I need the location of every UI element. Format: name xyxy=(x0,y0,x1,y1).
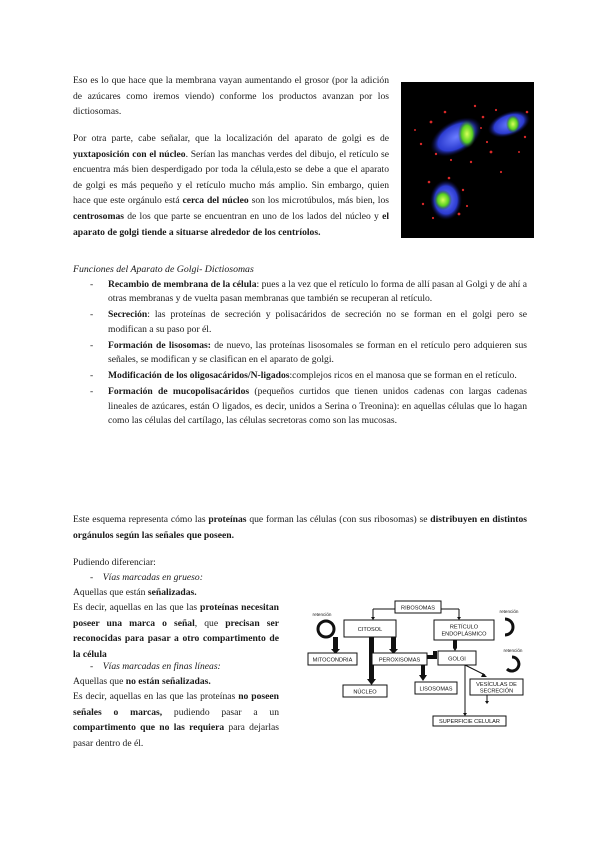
thick-routes-label xyxy=(90,570,203,585)
list-item: - Formación de mucopolisacáridos (pequeños curtidos que tienen unidos cadenas con largas cadenas lineales de azúcares, están O ligados, es decir, unidos a Serina o Treonina): en aquellas células que lo hagan como las células del cartílago, las células secretoras como son las mucosas. xyxy=(90,386,528,427)
node-nucleo: NÚCLEO xyxy=(353,689,377,696)
italic-label: Vías marcadas en finas líneas: xyxy=(102,661,221,672)
list-item-text: : pues a la vez que el retículo lo forma de allí pasan al Golgi y de ahí a otras membranas y de vuelta pasan membranas que también se recuperan al retículo. xyxy=(108,279,528,305)
text-run: pudiendo pasar a un xyxy=(162,706,279,718)
node-mitocondria: MITOCONDRIA xyxy=(312,657,353,664)
text-run: de los que parte se encuentran en uno de los lados del núcleo y xyxy=(123,210,383,222)
dash: - xyxy=(90,661,94,672)
functions-list xyxy=(90,278,527,430)
intro-paragraph-2 xyxy=(73,131,389,240)
thin-routes-label xyxy=(90,659,221,674)
list-item-title: Modificación de los oligosacáridos/N-ligados xyxy=(108,370,290,382)
thick-routes-line xyxy=(73,585,283,601)
node-reticulo-endoplasmico: ENDOPLÁSMICO xyxy=(441,631,487,638)
node-lisosomas: LISOSOMAS xyxy=(419,686,453,693)
list-item-title: Formación de mucopolisacáridos xyxy=(108,386,250,398)
retention-label-left: retención xyxy=(312,612,332,617)
list-item: - Recambio de membrana de la célula: pues a la vez que el retículo lo forma de allí pasan al Golgi y de ahí a otras membranas y de vuelta pasan membranas que también se recuperan al retículo. xyxy=(90,279,528,305)
node-superficie-celular: SUPERFICIE CELULAR xyxy=(439,719,500,725)
text-run: Aquellas que xyxy=(73,676,126,687)
text-bold: cerca del núcleo xyxy=(182,195,249,207)
thin-routes-description xyxy=(73,689,279,751)
thin-routes-line xyxy=(73,674,283,690)
list-item-text: :complejos ricos en el manosa que se forman en el retículo. xyxy=(289,370,517,382)
text-run: Es decir, aquellas en las que las xyxy=(73,602,201,613)
list-item-text: de nuevo, las proteínas lisosomales se forman en el retículo pero adquieren sus señales, se modifican y se clasifican en el aparato de golgi. xyxy=(108,339,528,366)
intro-paragraph-1: Eso es lo que hace que la membrana vayan aumentando el grosor (por la adición de azúcares como iremos viendo) conforme los productos avanzan por los dictiosomas. xyxy=(73,75,389,118)
list-item: - Secreción: las proteínas de secreción y polisacáridos de secreción no se forman en el golgi pero se modifican a su paso por él. xyxy=(90,309,527,335)
text-bold: no poseen señales o marcas, xyxy=(73,691,280,718)
scheme-paragraph xyxy=(73,512,527,543)
text-bold: precisan ser reconocidas para pasar a otro compartimento de la célula xyxy=(73,617,280,660)
text-run: , que xyxy=(194,617,226,629)
italic-label: Vías marcadas en grueso: xyxy=(102,572,203,583)
text-run: para dejarlas pasar dentro de él. xyxy=(73,722,279,749)
text-run: Aquellas que están xyxy=(73,587,148,598)
node-vesiculas-secrecion: SECRECIÓN xyxy=(479,688,514,695)
list-item: - Formación de lisosomas: de nuevo, las proteínas lisosomales se forman en el retículo pero adquieren sus señales, se modifican y se clasifican en el aparato de golgi. xyxy=(90,339,528,366)
retention-label-er: retención xyxy=(499,609,519,614)
text-run: son los microtúbulos, más bien, los xyxy=(248,195,389,207)
text-run: que forman las células (con sus ribosomas) se xyxy=(246,514,431,525)
node-vesiculas: VESÍCULAS DE xyxy=(476,682,517,688)
thick-routes-description xyxy=(73,600,279,662)
node-ribosomas: RIBOSOMAS xyxy=(401,605,435,612)
node-citosol: CITOSOL xyxy=(357,627,383,633)
list-item-title: Formación de lisosomas: xyxy=(108,339,211,351)
text-run: Este esquema representa cómo las xyxy=(73,514,209,525)
text-bold: el aparato de golgi tiende a situarse alrededor de los centríolos. xyxy=(73,210,389,238)
retention-label-golgi: retención xyxy=(503,648,523,653)
protein-sorting-diagram xyxy=(307,597,531,727)
list-item-title: Secreción xyxy=(108,309,148,321)
text-run: Es decir, aquellas en las que las proteínas xyxy=(73,691,239,702)
text-bold: proteínas xyxy=(208,514,247,525)
node-golgi: GOLGI xyxy=(448,656,466,663)
text-bold: compartimento que no las requiera xyxy=(73,722,225,734)
functions-heading: Funciones del Aparato de Golgi- Dictiosomas xyxy=(73,264,254,275)
list-item-text: : las proteínas de secreción y polisacáridos de secreción no se forman en el golgi pero se modifican a su paso por él. xyxy=(108,309,527,335)
differentiate-line: Pudiendo diferenciar: xyxy=(73,557,156,568)
text-bold: proteínas necesitan poseer una marca o señal xyxy=(73,602,279,629)
text-bold: señalizadas. xyxy=(147,587,197,598)
text-bold: distribuyen en distintos orgánulos según las señales que poseen. xyxy=(73,514,528,541)
text-run: . Serían las manchas verdes del dibujo, el retículo se encuentra más bien desperdigado por toda la célula,esto se debe a que el aparato de golgi es más pequeño y el retículo mucho más amplio. Sin embargo, quien hace que este orgánulo está xyxy=(73,148,390,207)
list-item-title: Recambio de membrana de la célula xyxy=(108,279,257,290)
node-reticulo: RETÍCULO xyxy=(449,624,479,631)
text-bold: no están señalizadas. xyxy=(125,676,211,687)
list-item: - Modificación de los oligosacáridos/N-ligados:complejos ricos en el manosa que se forman en el retículo. xyxy=(90,370,517,382)
node-peroxisomas: PEROXISOMAS xyxy=(378,657,421,664)
golgi-fluorescence-micrograph xyxy=(401,82,534,238)
text-run: Por otra parte, cabe señalar, que la localización del aparato de golgi es de xyxy=(73,133,389,144)
text-bold: yuxtaposición con el núcleo xyxy=(73,148,186,160)
list-item-text: (pequeños curtidos que tienen unidos cadenas con largas cadenas lineales de azúcares, están O ligados, es decir, unidos a Serina o Treonina): en aquellas células que lo hagan como las células del cartílago, las células secretoras como son las mucosas. xyxy=(108,386,528,427)
text-bold: centrosomas xyxy=(73,210,124,222)
dash: - xyxy=(90,572,94,583)
